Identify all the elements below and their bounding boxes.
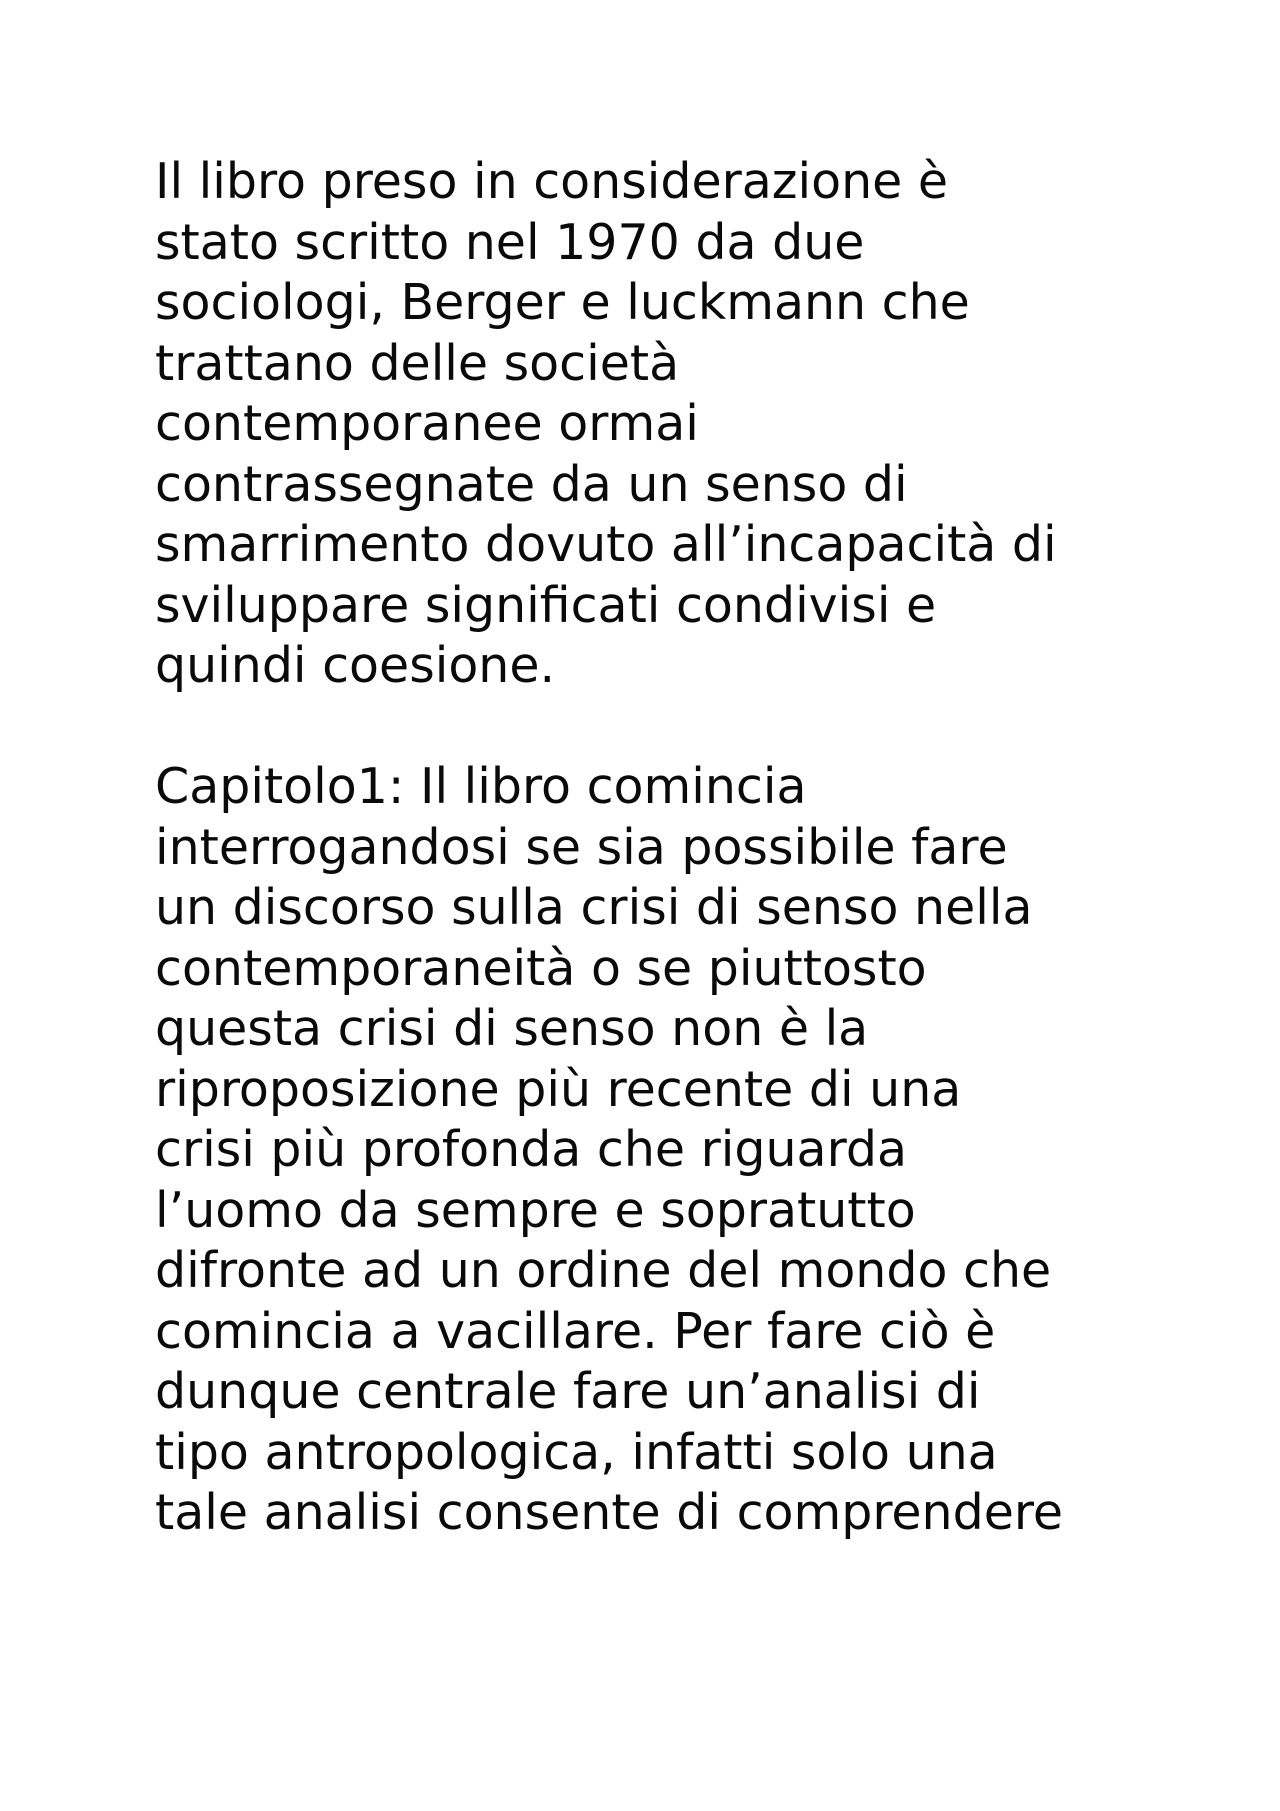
text-line: Capitolo1: Il libro comincia xyxy=(155,758,807,815)
text-line: crisi più profonda che riguarda xyxy=(155,1121,907,1178)
text-line: contemporaneità o se piuttosto xyxy=(155,939,927,997)
text-line: questa crisi di senso non è la xyxy=(155,1000,869,1057)
text-line: sociologi, Berger e luckmann che xyxy=(155,274,970,331)
text-line: contemporanee ormai xyxy=(155,395,699,452)
text-line: difronte ad un ordine del mondo che xyxy=(155,1242,1052,1299)
text-line: stato scritto nel 1970 da due xyxy=(155,213,865,271)
text-line: interrogandosi se sia possibile fare xyxy=(155,818,1008,876)
text-line: un discorso sulla crisi di senso nella xyxy=(155,879,1033,936)
paragraph-intro xyxy=(155,152,1155,697)
text-line: sviluppare significati condivisi e xyxy=(155,576,937,634)
text-line: Il libro preso in considerazione è xyxy=(155,153,949,210)
text-line: smarrimento dovuto all’incapacità di xyxy=(155,516,1057,573)
paragraph-chapter-1 xyxy=(155,757,1155,1544)
text-line: trattano delle società xyxy=(155,334,680,392)
text-line: dunque centrale fare un’analisi di xyxy=(155,1363,981,1420)
text-line: quindi coesione. xyxy=(155,637,556,694)
text-line: comincia a vacillare. Per fare ciò è xyxy=(155,1302,996,1360)
document-body xyxy=(155,152,1155,1544)
text-line: l’uomo da sempre e sopratutto xyxy=(155,1181,916,1239)
text-line: riproposizione più recente di una xyxy=(155,1060,962,1118)
text-line: contrassegnate da un senso di xyxy=(155,455,908,513)
text-line: tale analisi consente di comprendere xyxy=(155,1484,1064,1541)
text-line: tipo antropologica, infatti solo una xyxy=(155,1423,998,1481)
